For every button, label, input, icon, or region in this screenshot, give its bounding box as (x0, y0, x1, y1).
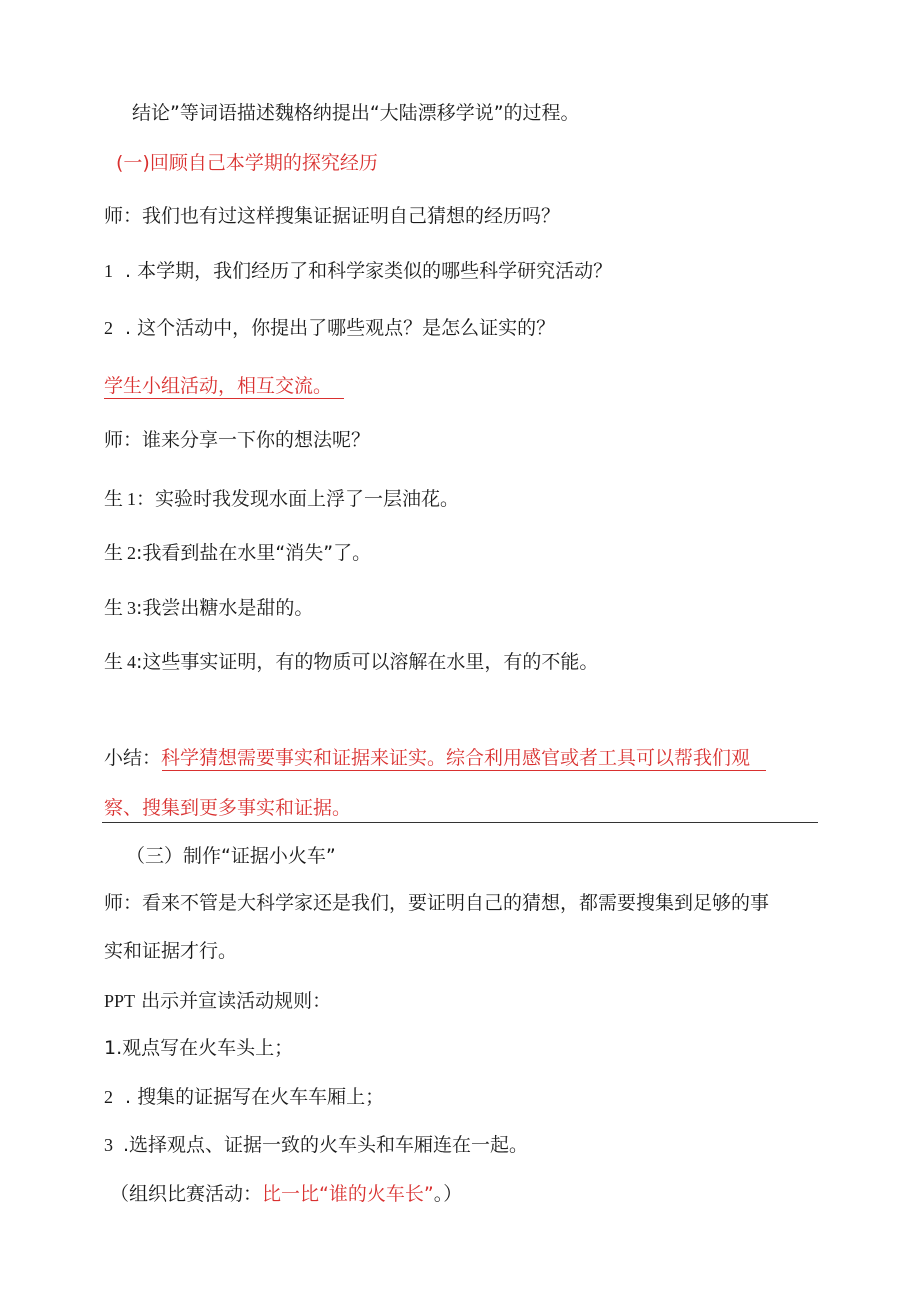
summary-line (104, 746, 750, 770)
teacher-statement: 师：看来不管是大科学家还是我们，要证明自己的猜想，都需要搜集到足够的事 (104, 892, 770, 914)
answer-text: ：实验时我发现水面上浮了一层油花。 (136, 488, 460, 510)
speaker-label: 生 (104, 651, 124, 673)
activity-note (110, 1182, 462, 1206)
rules-intro-text: 出示并宣读活动规则： (135, 990, 332, 1012)
paragraph-line: 结论”等词语描述魏格纳提出“大陆漂移学说”的过程。 (132, 102, 580, 124)
ppt-label: PPT (104, 991, 136, 1011)
section-heading: (一)回顾自己本学期的探究经历 (116, 152, 378, 174)
item-number: 1 (104, 261, 113, 281)
item-number: 2 (104, 1087, 113, 1107)
summary-label: 小结： (104, 747, 162, 769)
summary-text: 科学猜想需要事实和证据来证实。综合利用感官或者工具可以帮我们观 (161, 747, 751, 769)
summary-continuation: 察、搜集到更多事实和证据。 (104, 797, 352, 819)
student-number: 3 (127, 598, 137, 618)
item-text: . 这个活动中，你提出了哪些观点？是怎么证实的？ (125, 317, 556, 339)
student-answer (104, 596, 313, 620)
horizontal-rule (102, 822, 818, 823)
speaker-label: 生 (104, 488, 124, 510)
rule-item (104, 1085, 384, 1109)
teacher-statement-continuation: 实和证据才行。 (104, 940, 238, 962)
item-text: .选择观点、证据一致的火车头和车厢连在一起。 (123, 1134, 529, 1156)
red-underline (162, 770, 766, 771)
answer-text: :我看到盐在水里“消失”了。 (136, 542, 372, 564)
student-answer (104, 541, 371, 565)
student-number: 1 (127, 489, 137, 509)
item-text: . 本学期，我们经历了和科学家类似的哪些科学研究活动？ (125, 260, 613, 282)
student-number: 4 (127, 652, 137, 672)
speaker-label: 生 (104, 597, 124, 619)
section-heading: （三）制作“证据小火车” (126, 845, 336, 867)
rule-item (104, 1133, 528, 1157)
activity-end: 。） (433, 1183, 463, 1205)
red-underline (104, 398, 344, 399)
student-activity-note: 学生小组活动，相互交流。 (104, 375, 333, 397)
question-item (104, 259, 612, 283)
activity-name: 比一比“谁的火车长” (262, 1183, 434, 1205)
teacher-question: 师：谁来分享一下你的想法呢？ (104, 429, 371, 451)
item-number: 2 (104, 318, 113, 338)
student-number: 2 (127, 543, 137, 563)
student-answer (104, 487, 459, 511)
speaker-label: 生 (104, 542, 124, 564)
item-text: . 搜集的证据写在火车车厢上； (125, 1086, 385, 1108)
answer-text: :我尝出糖水是甜的。 (136, 597, 314, 619)
activity-label: （组织比赛活动： (110, 1183, 263, 1205)
item-number: 3 (104, 1135, 113, 1155)
question-item (104, 316, 555, 340)
rules-intro (104, 989, 331, 1013)
student-answer (104, 650, 598, 674)
teacher-question: 师：我们也有过这样搜集证据证明自己猜想的经历吗？ (104, 205, 561, 227)
rule-item: 1.观点写在火车头上； (104, 1037, 294, 1059)
answer-text: :这些事实证明，有的物质可以溶解在水里，有的不能。 (136, 651, 599, 673)
